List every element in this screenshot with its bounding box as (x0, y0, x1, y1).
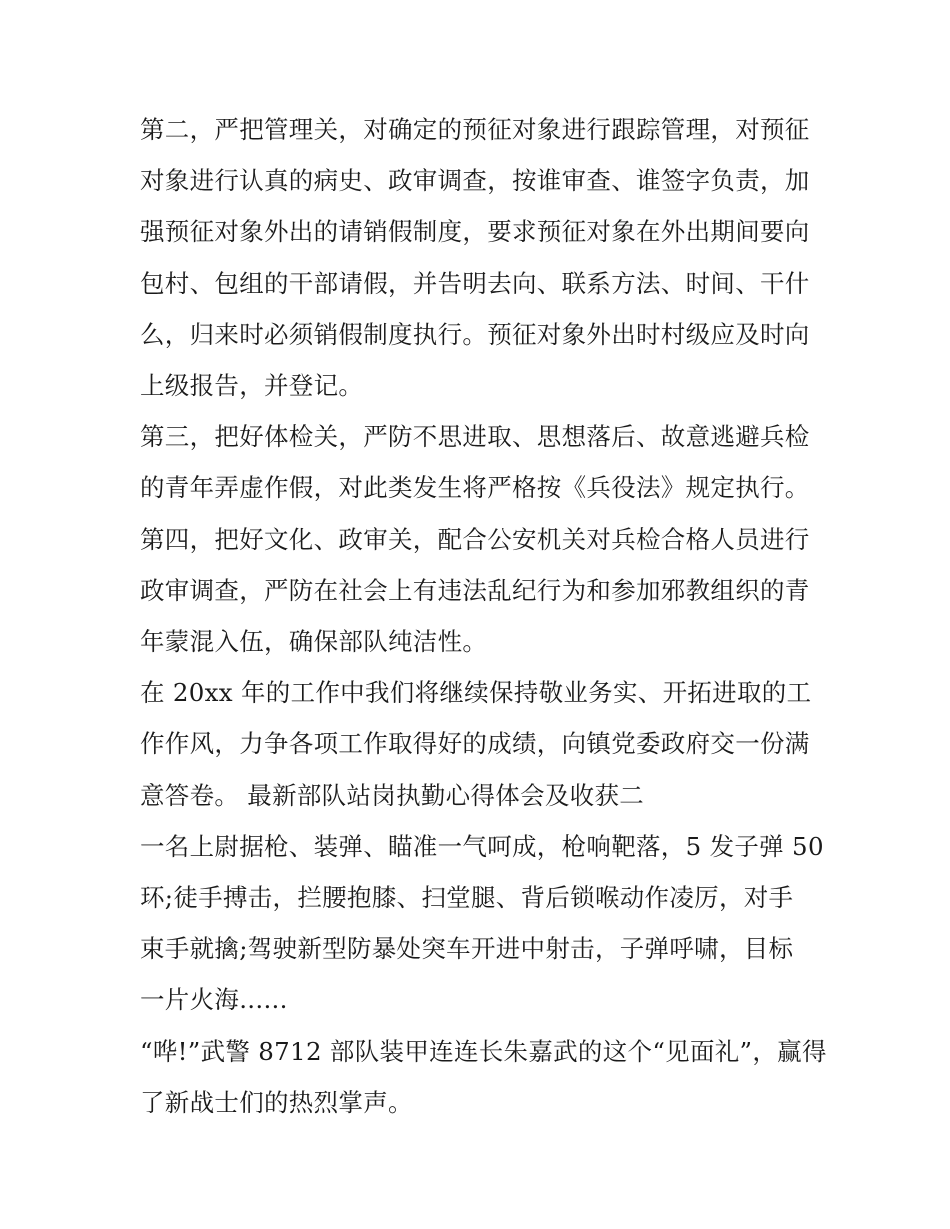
text-line: 强预征对象外出的请销假制度，要求预征对象在外出期间要向 (140, 217, 810, 247)
text-line: 第二，严把管理关，对确定的预征对象进行跟踪管理，对预征 (140, 115, 810, 144)
text-line: 意答卷。 最新部队站岗执勤心得体会及收获二 (140, 780, 645, 810)
paragraph-physical-exam (140, 411, 812, 513)
text-line: 上级报告，并登记。 (140, 371, 364, 401)
text-line: 第三，把好体检关，严防不思进取、思想落后、故意逃避兵检 (140, 422, 810, 452)
text-line: 了新战士们的热烈掌声。 (140, 1087, 413, 1117)
text-line: 第四，把好文化、政审关，配合公安机关对兵检合格人员进行 (140, 524, 810, 554)
document-body (140, 104, 827, 1128)
text-line: 环;徒手搏击，拦腰抱膝、扫堂腿、背后锁喉动作凌厉，对手 (140, 883, 794, 913)
text-line: 在 20xx 年的工作中我们将继续保持敬业务实、开拓进取的工 (140, 678, 812, 708)
paragraph-captain-demo (140, 821, 824, 1026)
text-line: 年蒙混入伍，确保部队纯洁性。 (140, 627, 488, 657)
text-line: 对象进行认真的病史、政审调查，按谁审查、谁签字负责，加 (140, 166, 810, 196)
text-line: 么，归来时必须销假制度执行。预征对象外出时村级应及时向 (140, 319, 810, 349)
text-line: 束手就擒;驾驶新型防暴处突车开进中射击，子弹呼啸，目标 (140, 934, 794, 964)
text-line: 的青年弄虚作假，对此类发生将严格按《兵役法》规定执行。 (140, 473, 810, 503)
text-line: 一片火海...... (140, 985, 288, 1015)
paragraph-political-review (140, 514, 812, 668)
text-line: 一名上尉据枪、装弹、瞄准一气呵成，枪响靶落，5 发子弹 50 (140, 831, 824, 861)
text-line: 政审调查，严防在社会上有违法乱纪行为和参加邪教组织的青 (140, 575, 810, 605)
paragraph-management (140, 104, 812, 411)
text-line: 作作风，力争各项工作取得好的成绩，向镇党委政府交一份满 (140, 729, 810, 759)
paragraph-applause (140, 1026, 827, 1128)
text-line: “哗!”武警 8712 部队装甲连连长朱嘉武的这个“见面礼”，赢得 (140, 1036, 827, 1066)
paragraph-work-plan (140, 667, 812, 821)
text-line: 包村、包组的干部请假，并告明去向、联系方法、时间、干什 (140, 268, 810, 298)
